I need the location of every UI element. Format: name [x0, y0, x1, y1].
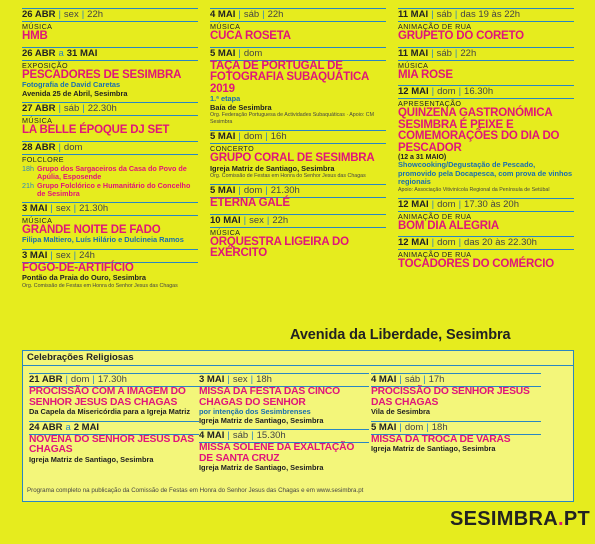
folklore-group[interactable]: Grupo Folclórico e Humanitário do Concelho de Sesimbra: [37, 180, 191, 198]
event-title[interactable]: TOCADORES DO COMÉRCIO: [398, 258, 554, 270]
religious-event-title[interactable]: MISSA DA TROCA DE VARAS: [371, 433, 511, 445]
event-category: EXPOSIÇÃO: [22, 60, 68, 70]
event-category: MÚSICA: [22, 215, 53, 225]
event-date-end: 2 MAI: [73, 421, 100, 433]
event-time: 17.30h: [97, 374, 127, 385]
date-line: [210, 47, 386, 61]
separator: |: [92, 374, 95, 385]
event-weekday: sex: [55, 249, 71, 261]
event-date: 3 MAI: [199, 374, 225, 385]
religious-event: [199, 373, 369, 425]
event-date: 24 ABR: [29, 421, 63, 433]
event-category: CONCERTO: [210, 144, 255, 153]
event-weekday: dom: [70, 374, 90, 385]
date-line: [371, 421, 541, 435]
sesimbra-logo[interactable]: SESIMBRA.PT: [450, 508, 590, 530]
date-line: [398, 85, 574, 99]
separator: |: [58, 141, 61, 153]
event-item: [210, 214, 386, 260]
event-item: [22, 202, 198, 245]
event-weekday: sex: [249, 214, 264, 226]
event-item: [398, 236, 574, 271]
separator: |: [265, 185, 268, 196]
event-item: [22, 47, 198, 99]
separator: |: [266, 214, 270, 226]
event-location: Pontão da Praia do Ouro, Sesimbra: [22, 273, 147, 282]
event-weekday: sáb: [436, 47, 452, 59]
date-range-word: a: [58, 47, 64, 59]
separator: |: [238, 9, 241, 20]
event-weekday: sex: [55, 202, 71, 214]
separator: |: [262, 9, 265, 20]
religious-column-2: [199, 373, 369, 477]
event-item: [210, 8, 386, 43]
event-time: 22h: [272, 214, 289, 226]
separator: |: [426, 421, 429, 433]
separator: |: [431, 47, 434, 59]
event-category: MÚSICA: [210, 22, 241, 31]
event-title[interactable]: LA BELLE ÉPOQUE DJ SET: [22, 124, 170, 136]
religious-column-3: [371, 373, 541, 458]
separator: |: [454, 47, 458, 59]
date-line: [22, 249, 198, 263]
event-category: MÚSICA: [210, 227, 241, 237]
event-item: [22, 141, 198, 198]
event-weekday: dom: [63, 141, 83, 153]
event-organizer: Org. Federação Portuguesa de Actividades Subaquáticas · Apoio: CM Sesimbra: [210, 112, 375, 125]
event-date: 5 MAI: [210, 185, 236, 196]
event-weekday: sex: [63, 9, 79, 20]
separator: |: [458, 86, 462, 97]
date-line: [398, 47, 574, 61]
event-item: [22, 249, 198, 290]
separator: |: [81, 9, 85, 20]
event-category: ANIMAÇÃO DE RUA: [398, 22, 472, 31]
separator: |: [431, 237, 435, 248]
date-line: [210, 184, 386, 198]
event-time: 15.30h: [256, 430, 286, 441]
event-location: Avenida 25 de Abril, Sesimbra: [22, 88, 128, 98]
event-title[interactable]: CUCA ROSETA: [210, 30, 291, 42]
event-location: Igreja Matriz de Santiago, Sesimbra: [210, 163, 335, 173]
event-date: 3 MAI: [22, 249, 48, 261]
event-date: 10 MAI: [210, 214, 241, 226]
column-3: [398, 8, 574, 275]
event-category: MÚSICA: [398, 60, 429, 70]
event-time: 18h: [256, 374, 272, 385]
event-time: 17h: [428, 374, 445, 385]
religious-event-location: Igreja Matriz de Santiago, Sesimbra: [29, 454, 154, 464]
event-time: 22h: [267, 9, 284, 20]
folklore-time: 21h: [22, 180, 34, 190]
event-weekday: dom: [243, 185, 263, 196]
event-category: MÚSICA: [22, 116, 53, 125]
religious-title: Celebrações Religiosas: [27, 352, 134, 363]
religious-event-note: por intenção dos Sesimbrenses: [199, 407, 311, 416]
date-line: [22, 141, 198, 155]
event-title[interactable]: BOM DIA ALEGRIA: [398, 219, 499, 232]
event-time: 22h: [460, 47, 477, 59]
separator: |: [399, 374, 402, 385]
event-date: 26 ABR: [22, 47, 56, 59]
date-line: [398, 236, 574, 250]
separator: |: [399, 421, 402, 433]
event-category: MÚSICA: [22, 22, 53, 31]
event-weekday: dom: [404, 421, 424, 433]
event-item: [22, 8, 198, 43]
event-title[interactable]: FOGO-DE-ARTIFÍCIO: [22, 261, 134, 274]
religious-event: [199, 429, 369, 473]
religious-event: [371, 421, 541, 454]
event-date: 5 MAI: [371, 421, 397, 433]
separator: |: [238, 185, 241, 196]
event-weekday: sáb: [436, 9, 452, 20]
date-line: [22, 47, 198, 61]
separator: |: [50, 249, 53, 261]
religious-event-title[interactable]: NOVENA DO SENHOR JESUS DAS CHAGAS: [29, 433, 194, 455]
event-date: 12 MAI: [398, 237, 429, 248]
event-time: 24h: [79, 249, 95, 261]
date-line: [398, 198, 574, 212]
venue-headline: Avenida da Liberdade, Sesimbra: [290, 327, 511, 343]
event-time: 17.30 às 20h: [464, 198, 519, 210]
event-subtitle: Showcooking/Degustação de Pescado, promovido pela Docapesca, com prova de vinhos regionais: [398, 160, 573, 186]
event-subtitle: Fotografia de David Caretas: [22, 80, 121, 89]
separator: |: [58, 9, 61, 20]
date-line: [29, 373, 199, 387]
folklore-group[interactable]: Grupo dos Sargaceiros da Casa do Povo de Apúlia, Esposende: [37, 163, 187, 181]
separator: |: [458, 198, 462, 210]
event-date: 4 MAI: [371, 374, 397, 385]
event-weekday: dom: [437, 198, 456, 210]
separator: |: [250, 374, 254, 385]
event-title[interactable]: GRUPETO DO CORETO: [398, 30, 524, 42]
separator: |: [431, 198, 435, 210]
event-time: das 19 às 22h: [460, 9, 521, 20]
event-title[interactable]: ETERNA GALÉ: [210, 197, 290, 209]
event-weekday: dom: [437, 237, 456, 248]
event-date: 4 MAI: [210, 9, 236, 20]
event-weekday: sáb: [63, 103, 80, 114]
religious-celebrations-box: [22, 350, 574, 502]
event-time: 21.30h: [270, 185, 300, 196]
column-1: [22, 8, 198, 294]
religious-event-title[interactable]: MISSA SOLENE DA EXALTAÇÃO DE SANTA CRUZ: [199, 442, 355, 464]
separator: |: [238, 47, 241, 59]
event-date: 4 MAI: [199, 430, 225, 441]
religious-event: [29, 421, 199, 465]
divider: [23, 365, 573, 366]
separator: |: [251, 430, 254, 441]
separator: |: [265, 131, 268, 142]
religious-event-title[interactable]: PROCISSÃO COM A IMAGEM DO SENHOR JESUS DAS CHAGAS: [29, 386, 186, 408]
separator: |: [423, 374, 426, 385]
folklore-entry: [22, 165, 198, 181]
event-weekday: sex: [232, 374, 248, 385]
separator: |: [82, 103, 85, 114]
date-line: [398, 8, 574, 22]
program-footer: Programa completo na publicação da Comissão de Festas em Honra do Senhor Jesus das Chagas e em www.sesimbra.pt: [27, 487, 364, 494]
event-item: [22, 102, 198, 137]
event-date: 11 MAI: [398, 47, 429, 59]
event-item: [210, 47, 386, 127]
event-date: 21 ABR: [29, 374, 63, 385]
religious-event: [29, 373, 199, 417]
event-title[interactable]: HMB: [22, 30, 48, 42]
event-date: 26 ABR: [22, 9, 56, 20]
religious-column-1: [29, 373, 199, 468]
event-weekday: sáb: [404, 374, 421, 385]
separator: |: [458, 237, 462, 248]
folklore-entry: [22, 182, 198, 198]
event-title[interactable]: GRANDE NOITE DE FADO: [22, 223, 161, 236]
date-line: [22, 202, 198, 216]
event-item: [398, 8, 574, 43]
event-item: [210, 130, 386, 180]
event-subtitle: Filipa Maltiero, Luís Hilário e Dulcineia Ramos: [22, 235, 184, 244]
separator: |: [58, 103, 61, 114]
event-organizer: Apoio: Associação Vitivinícola Regional da Península de Setúbal: [398, 186, 550, 193]
event-title[interactable]: GRUPO CORAL DE SESIMBRA: [210, 152, 375, 164]
event-category: APRESENTAÇÃO: [398, 99, 462, 108]
event-time: das 20 às 22.30h: [464, 237, 537, 248]
separator: |: [243, 214, 247, 226]
event-title[interactable]: TAÇA DE PORTUGAL DE FOTOGRAFIA SUBAQUÁTICA 2019: [210, 59, 369, 95]
event-item: [398, 198, 574, 233]
religious-event-location: Igreja Matriz de Santiago, Sesimbra: [199, 415, 324, 425]
date-line: [371, 373, 541, 387]
separator: |: [73, 202, 77, 214]
event-time: 16.30h: [464, 86, 494, 97]
religious-event-location: Da Capela da Misericórdia para a Igreja Matriz: [29, 407, 191, 416]
religious-event-title[interactable]: MISSA DA FESTA DAS CINCO CHAGAS DO SENHOR: [199, 386, 340, 408]
event-date: 11 MAI: [398, 9, 429, 20]
religious-event-location: Igreja Matriz de Santiago, Sesimbra: [371, 444, 496, 453]
event-weekday: dom: [437, 86, 456, 97]
event-category: FOLCLORE: [22, 154, 64, 164]
event-time: 18h: [431, 421, 448, 433]
date-range-word: a: [65, 421, 71, 433]
religious-event: [371, 373, 541, 417]
event-time: 16h: [270, 131, 287, 142]
event-weekday: dom: [243, 47, 263, 59]
event-note: (12 a 31 MAIO): [398, 154, 447, 161]
religious-event-location: Igreja Matriz de Santiago, Sesimbra: [199, 463, 324, 472]
date-line: [199, 429, 369, 443]
folklore-time: 18h: [22, 163, 34, 173]
event-time: 22.30h: [87, 103, 117, 114]
event-date: 5 MAI: [210, 47, 236, 59]
separator: |: [431, 86, 435, 97]
event-item: [398, 47, 574, 82]
separator: |: [65, 374, 68, 385]
event-date: 28 ABR: [22, 141, 56, 153]
event-date-end: 31 MAI: [66, 47, 98, 59]
separator: |: [431, 9, 434, 20]
event-time: 21.30h: [79, 202, 109, 214]
event-organizer: Org. Comissão de Festas em Honra do Senhor Jesus das Chagas: [210, 173, 366, 179]
date-line: [22, 102, 198, 116]
religious-event-title[interactable]: PROCISSÃO DO SENHOR JESUS DAS CHAGAS: [371, 386, 530, 408]
event-title[interactable]: QUINZENA GASTRONÓMICA SESIMBRA É PEIXE E COMEMORAÇÕES DO DIA DO PESCADOR: [398, 107, 560, 154]
event-weekday: sáb: [243, 9, 260, 20]
event-category: ANIMAÇÃO DE RUA: [398, 250, 472, 259]
event-title[interactable]: ORQUESTRA LIGEIRA DO EXÉRCITO: [210, 235, 349, 259]
event-date: 5 MAI: [210, 131, 236, 142]
separator: |: [238, 131, 241, 142]
separator: |: [454, 9, 458, 20]
event-date: 27 ABR: [22, 103, 56, 114]
date-line: [199, 373, 369, 387]
event-date: 12 MAI: [398, 198, 429, 210]
separator: |: [227, 430, 230, 441]
date-line: [210, 214, 386, 228]
separator: |: [73, 249, 77, 261]
event-date: 12 MAI: [398, 86, 429, 97]
event-item: [210, 184, 386, 210]
event-location: Baía de Sesimbra: [210, 102, 272, 112]
event-category: ANIMAÇÃO DE RUA: [398, 211, 472, 221]
event-title[interactable]: PESCADORES DE SESIMBRA: [22, 68, 182, 81]
event-weekday: dom: [243, 131, 263, 142]
separator: |: [227, 374, 230, 385]
date-line: [29, 421, 199, 435]
date-line: [210, 8, 386, 22]
event-subtitle: 1.ª etapa: [210, 94, 241, 103]
date-line: [22, 8, 198, 22]
column-2: [210, 8, 386, 264]
event-weekday: sáb: [232, 430, 249, 441]
event-organizer: Org. Comissão de Festas em Honra do Senhor Jesus das Chagas: [22, 282, 178, 289]
religious-event-location: Vila de Sesimbra: [371, 407, 431, 416]
date-line: [210, 130, 386, 144]
event-time: 22h: [87, 9, 104, 20]
separator: |: [50, 202, 53, 214]
event-item: [398, 85, 574, 194]
event-title[interactable]: MIA ROSE: [398, 68, 453, 81]
event-date: 3 MAI: [22, 202, 48, 214]
